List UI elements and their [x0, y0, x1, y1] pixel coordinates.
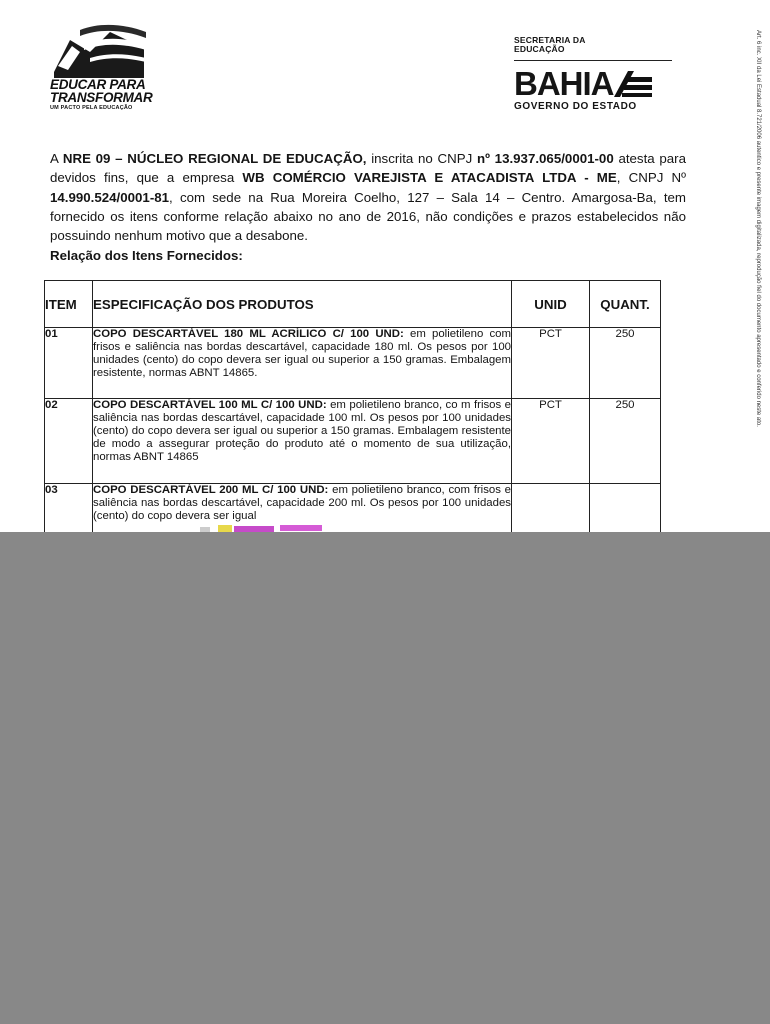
row-unit: PCT: [512, 328, 590, 399]
logo-tagline: UM PACTO PELA EDUCAÇÃO: [50, 105, 133, 111]
para-text-5: , com sede na Rua Moreira Coelho, 127 – Sala 14 – Centro. Amargosa-Ba, tem fornecido os itens conforme relação abaixo no ano de 2016, não condições e prazos estabelecidos não possuindo nenhum motivo que a desabone.: [50, 189, 686, 244]
table-row: [45, 328, 661, 399]
row-item-number: 01: [45, 328, 93, 399]
row-item-number: 02: [45, 399, 93, 484]
occluded-region: [0, 532, 770, 1024]
row-unit: PCT: [512, 399, 590, 484]
attestation-paragraph: [50, 149, 686, 245]
side-authentication-note: [752, 30, 766, 530]
row-item-number: 03: [45, 484, 93, 555]
logo-emblem-icon: [50, 22, 148, 78]
product-description: em polietileno branco, co m frisos e saliência nas bordas descartável, capacidade 100 ml. Os pesos por 100 unidades (cento) do copo devera ser igual ou superior a 150 gramas. Embalagem resistente de modo a assegurar proteção do produto até o momento de sua utilização, normas ABNT 14865: [93, 399, 511, 463]
logo-line2: TRANSFORMAR: [50, 90, 153, 105]
side-note-text: Art. 6 inc. XII da Lei Estadual 8.721/2006 autentico e presente imagem digitalizada, reprodução fiel do documento apresentado e conferido neste ato.: [755, 30, 761, 427]
bahia-government-logo: [514, 36, 674, 112]
para-text-3: atesta para devidos fins, que a empresa: [50, 151, 686, 186]
row-spec: [93, 399, 512, 484]
items-table: [44, 280, 661, 555]
section-heading: Relação dos Itens Fornecidos:: [50, 248, 243, 263]
product-description: em polietileno com frisos e saliência nas bordas descartável, capacidade 180 ml. Os pesos por 100 unidades (cento) do copo devera ser igual ou superior a 150 gramas. Embalagem resistente, normas ABNT 14865.: [93, 328, 511, 379]
nre-name: NRE 09 – NÚCLEO REGIONAL DE EDUCAÇÃO,: [62, 151, 367, 166]
para-text-2: inscrita no CNPJ: [366, 151, 477, 166]
product-name: COPO DESCARTÁVEL 100 ML C/ 100 UND:: [93, 399, 327, 411]
nre-cnpj: nº 13.937.065/0001-00: [476, 151, 614, 166]
header-unid: UNID: [512, 281, 590, 328]
product-name: COPO DESCARTÁVEL 200 ML C/ 100 UND:: [93, 484, 329, 496]
product-name: COPO DESCARTÁVEL 180 ML ACRÍLICO C/ 100 UND:: [93, 328, 404, 340]
bahia-stripes-icon: [612, 69, 652, 99]
row-quantity: 250: [590, 328, 661, 399]
secretaria-line1: SECRETARIA DA: [514, 35, 586, 45]
row-quantity: 250: [590, 399, 661, 484]
governo-label: GOVERNO DO ESTADO: [514, 101, 637, 112]
company-name: WB COMÉRCIO VAREJISTA E ATACADISTA LTDA - ME: [242, 170, 617, 186]
header-item: ITEM: [45, 281, 93, 328]
para-text-1: A: [50, 151, 63, 166]
logo-line1: EDUCAR PARA: [50, 77, 146, 92]
header-spec: ESPECIFICAÇÃO DOS PRODUTOS: [93, 281, 512, 328]
table-header-row: [45, 281, 661, 328]
secretaria-line2: EDUCAÇÃO: [514, 44, 565, 54]
row-spec: [93, 328, 512, 399]
educar-para-transformar-logo: [50, 22, 152, 111]
bahia-wordmark: BAHIA: [514, 65, 614, 102]
company-cnpj: 14.990.524/0001-81: [50, 189, 170, 205]
product-description: em polietileno branco, com frisos e saliência nas bordas descartável, capacidade 200 ml. Os pesos por 100 unidades (cento) do copo devera ser igual: [93, 484, 512, 522]
table-row: [45, 399, 661, 484]
header-quant: QUANT.: [590, 281, 661, 328]
logo-divider: [514, 60, 672, 61]
para-text-4: , CNPJ Nº: [616, 170, 686, 186]
